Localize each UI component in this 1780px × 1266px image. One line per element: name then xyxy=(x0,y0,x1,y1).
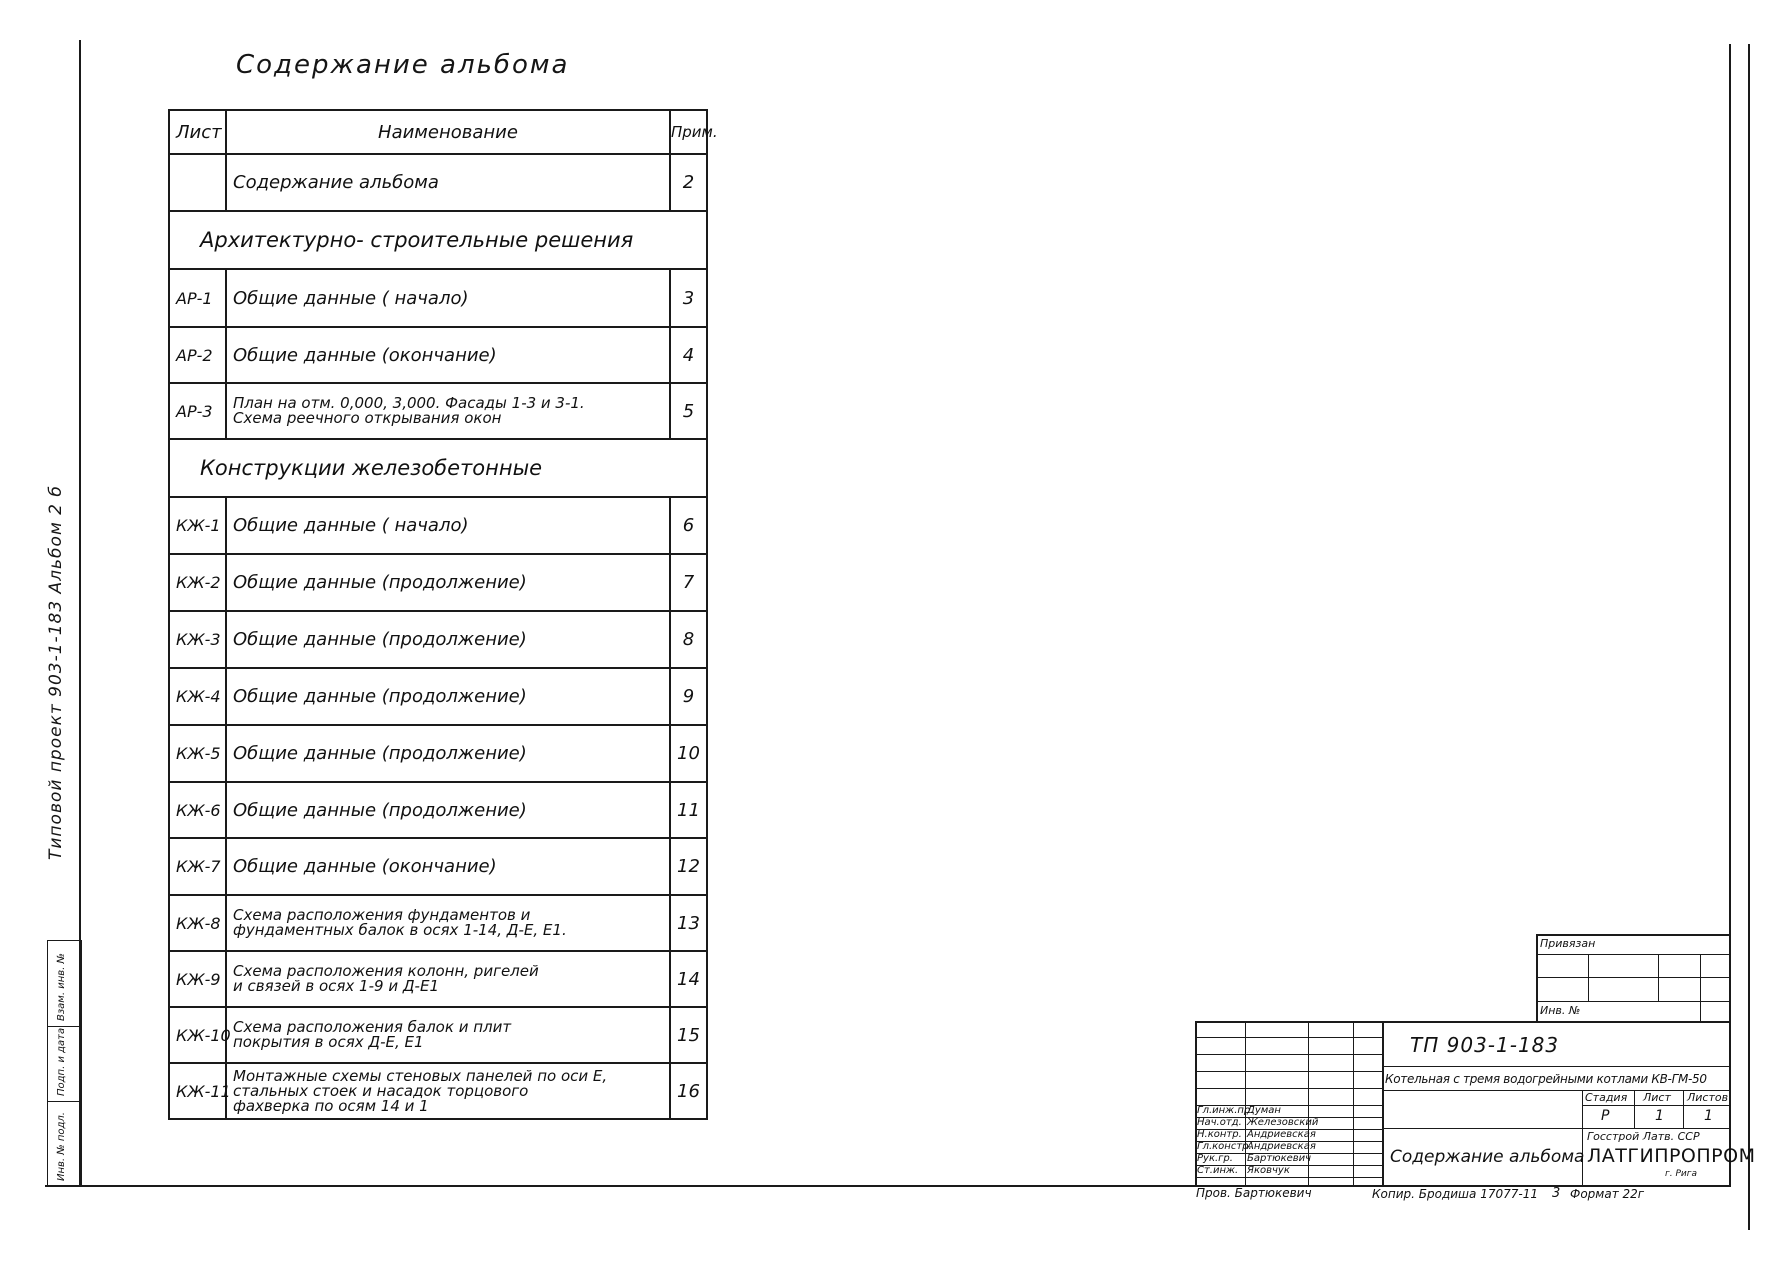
cell-note: 8 xyxy=(670,611,707,668)
cell-note: 2 xyxy=(670,154,707,211)
signature-role: Гл.констр. xyxy=(1197,1141,1252,1152)
cell-note: 14 xyxy=(670,951,707,1007)
tb-org-city: г. Рига xyxy=(1665,1169,1697,1179)
cell-name: Общие данные (продолжение) xyxy=(226,782,670,838)
tb-object-name: Котельная с тремя водогрейными котлами КВ-ГМ-50 xyxy=(1385,1072,1707,1086)
cell-note: 13 xyxy=(670,895,707,951)
attach-label: Привязан xyxy=(1540,937,1596,950)
table-body xyxy=(169,154,707,1119)
table-row xyxy=(169,611,707,668)
table-row xyxy=(169,725,707,782)
cell-name: Общие данные (продолжение) xyxy=(226,554,670,611)
tb-line xyxy=(1582,1105,1730,1106)
cell-name xyxy=(226,1063,670,1119)
attach-block xyxy=(1536,934,1730,1022)
cell-name-line: Схема расположения колонн, ригелей xyxy=(233,962,539,980)
cell-name: Общие данные ( начало) xyxy=(226,269,670,327)
cell-sheet: АР-2 xyxy=(169,327,226,383)
section-row xyxy=(169,439,707,497)
cell-name xyxy=(226,1007,670,1063)
cell-name: Общие данные (продолжение) xyxy=(226,611,670,668)
table-row xyxy=(169,497,707,554)
tb-line xyxy=(1383,1128,1730,1129)
attach-line xyxy=(1536,934,1538,1022)
tb-sheets-value: 1 xyxy=(1704,1108,1713,1124)
cell-name-line: Схема расположения балок и плит xyxy=(233,1018,512,1036)
table-row xyxy=(169,951,707,1007)
attach-line xyxy=(1536,934,1730,936)
tb-sheet-label: Лист xyxy=(1643,1091,1671,1104)
tb-line xyxy=(1195,1054,1383,1055)
tb-line xyxy=(1353,1021,1354,1185)
cell-note: 12 xyxy=(670,838,707,895)
tb-line xyxy=(1383,1066,1730,1067)
section-title: Конструкции железобетонные xyxy=(169,439,707,497)
tb-stage-label: Стадия xyxy=(1585,1091,1628,1104)
cell-sheet: АР-3 xyxy=(169,383,226,439)
cell-name-line: стальных стоек и насадок торцового xyxy=(233,1081,529,1100)
table-row xyxy=(169,895,707,951)
tb-line xyxy=(1195,1177,1383,1178)
cell-name: Общие данные (продолжение) xyxy=(226,668,670,725)
page-title: Содержание альбома xyxy=(236,50,570,80)
cell-sheet: КЖ-7 xyxy=(169,838,226,895)
cell-sheet: АР-1 xyxy=(169,269,226,327)
cell-name: Общие данные (окончание) xyxy=(226,838,670,895)
cell-note: 3 xyxy=(670,269,707,327)
signature-name: Яковчук xyxy=(1247,1165,1290,1176)
tb-line xyxy=(1195,1071,1383,1072)
cell-sheet: КЖ-6 xyxy=(169,782,226,838)
cell-sheet: КЖ-10 xyxy=(169,1007,226,1063)
tb-line xyxy=(1245,1021,1246,1185)
cell-note: 5 xyxy=(670,383,707,439)
cell-sheet: КЖ-3 xyxy=(169,611,226,668)
cell-name xyxy=(226,951,670,1007)
frame-right-outer-line xyxy=(1748,44,1750,1230)
side-box-label-replace: Взам. инв. № xyxy=(56,953,67,1021)
signature-role: Гл.инж.пр. xyxy=(1197,1105,1254,1116)
table-row xyxy=(169,1007,707,1063)
table-row xyxy=(169,554,707,611)
cell-name-line: План на отм. 0,000, 3,000. Фасады 1-3 и 3-1. xyxy=(233,394,585,412)
cell-note: 7 xyxy=(670,554,707,611)
title-block xyxy=(1195,1021,1756,1185)
tb-org-top: Госстрой Латв. ССР xyxy=(1587,1130,1700,1143)
table-row xyxy=(169,154,707,211)
signature-name: Андриевская xyxy=(1247,1141,1316,1152)
cell-name: Содержание альбома xyxy=(226,154,670,211)
cell-name xyxy=(226,383,670,439)
cell-sheet: КЖ-11 xyxy=(169,1063,226,1119)
cell-name: Общие данные (продолжение) xyxy=(226,725,670,782)
header-name: Наименование xyxy=(226,110,670,154)
copied-by: Копир. Бродиша 17077-11 xyxy=(1372,1187,1538,1201)
tb-line xyxy=(1195,1037,1383,1038)
cell-sheet: КЖ-8 xyxy=(169,895,226,951)
side-project-caption: Типовой проект 903-1-183 Альбом 2 б xyxy=(46,485,66,860)
cell-name-line: и связей в осях 1-9 и Д-Е1 xyxy=(233,977,439,995)
tb-line xyxy=(1382,1021,1384,1185)
tb-line xyxy=(1383,1090,1730,1091)
table-header-row xyxy=(169,110,707,154)
table-row xyxy=(169,269,707,327)
cell-note: 11 xyxy=(670,782,707,838)
tb-org-name: ЛАТГИПРОПРОМ xyxy=(1587,1145,1756,1167)
tb-doc-title: Содержание альбома xyxy=(1390,1147,1585,1167)
cell-sheet: КЖ-1 xyxy=(169,497,226,554)
attach-line xyxy=(1700,954,1701,1022)
tb-sheet-value: 1 xyxy=(1655,1108,1664,1124)
cell-note: 10 xyxy=(670,725,707,782)
format-label: Формат 22г xyxy=(1570,1187,1645,1201)
cell-name xyxy=(226,895,670,951)
table-row xyxy=(169,668,707,725)
cell-name-line: Схема расположения фундаментов и xyxy=(233,906,531,924)
cell-note: 15 xyxy=(670,1007,707,1063)
side-box-divider xyxy=(48,1101,81,1102)
section-row xyxy=(169,211,707,269)
side-box-label-sign: Подп. и дата xyxy=(56,1027,67,1096)
cell-sheet: КЖ-4 xyxy=(169,668,226,725)
signature-name: Железовский xyxy=(1247,1117,1319,1128)
signature-role: Рук.гр. xyxy=(1197,1153,1233,1164)
tb-line xyxy=(1582,1090,1583,1185)
signature-role: Ст.инж. xyxy=(1197,1165,1239,1176)
cell-note: 16 xyxy=(670,1063,707,1119)
table-row xyxy=(169,838,707,895)
signature-name: Думан xyxy=(1247,1105,1281,1116)
cell-name-line: покрытия в осях Д-Е, Е1 xyxy=(233,1033,424,1051)
cell-name-line: фахверка по осям 14 и 1 xyxy=(233,1096,429,1115)
signature-name: Бартюкевич xyxy=(1247,1153,1312,1164)
tb-line xyxy=(1634,1090,1635,1128)
section-title: Архитектурно- строительные решения xyxy=(169,211,707,269)
cell-name-line: фундаментных балок в осях 1-14, Д-Е, Е1. xyxy=(233,921,567,939)
cell-sheet: КЖ-2 xyxy=(169,554,226,611)
cell-name: Общие данные ( начало) xyxy=(226,497,670,554)
header-note: Прим. xyxy=(670,110,707,154)
signature-role: Нач.отд. xyxy=(1197,1117,1242,1128)
cell-name: Общие данные (окончание) xyxy=(226,327,670,383)
signature-name: Андриевская xyxy=(1247,1129,1316,1140)
table-row xyxy=(169,383,707,439)
contents-table xyxy=(168,109,718,1120)
cell-sheet: КЖ-9 xyxy=(169,951,226,1007)
header-sheet: Лист xyxy=(169,110,226,154)
table-row xyxy=(169,1063,707,1119)
cell-sheet: КЖ-5 xyxy=(169,725,226,782)
tb-stage-value: Р xyxy=(1601,1108,1610,1124)
tb-line xyxy=(1195,1021,1730,1023)
cell-note: 4 xyxy=(670,327,707,383)
cell-note: 9 xyxy=(670,668,707,725)
signature-role: Н.контр. xyxy=(1197,1129,1242,1140)
table-row xyxy=(169,782,707,838)
cell-name-line: Схема реечного открывания окон xyxy=(233,409,502,427)
attach-inv-label: Инв. № xyxy=(1540,1004,1581,1017)
side-box-divider xyxy=(48,1026,81,1027)
cell-sheet xyxy=(169,154,226,211)
tb-sheets-label: Листов xyxy=(1687,1091,1729,1104)
tb-project-code: ТП 903-1-183 xyxy=(1410,1033,1560,1057)
checked-by: Пров. Бартюкевич xyxy=(1196,1186,1312,1200)
tb-line xyxy=(1683,1090,1684,1128)
side-box-label-inv: Инв. № подл. xyxy=(56,1112,67,1181)
cell-name-line: Монтажные схемы стеновых панелей по оси Е, xyxy=(233,1066,608,1085)
attach-line xyxy=(1588,954,1589,1001)
tb-line xyxy=(1195,1088,1383,1089)
attach-line xyxy=(1658,954,1659,1001)
sheet-number: 3 xyxy=(1552,1186,1561,1201)
table-row xyxy=(169,327,707,383)
side-stamp-box xyxy=(47,940,82,1187)
cell-note: 6 xyxy=(670,497,707,554)
